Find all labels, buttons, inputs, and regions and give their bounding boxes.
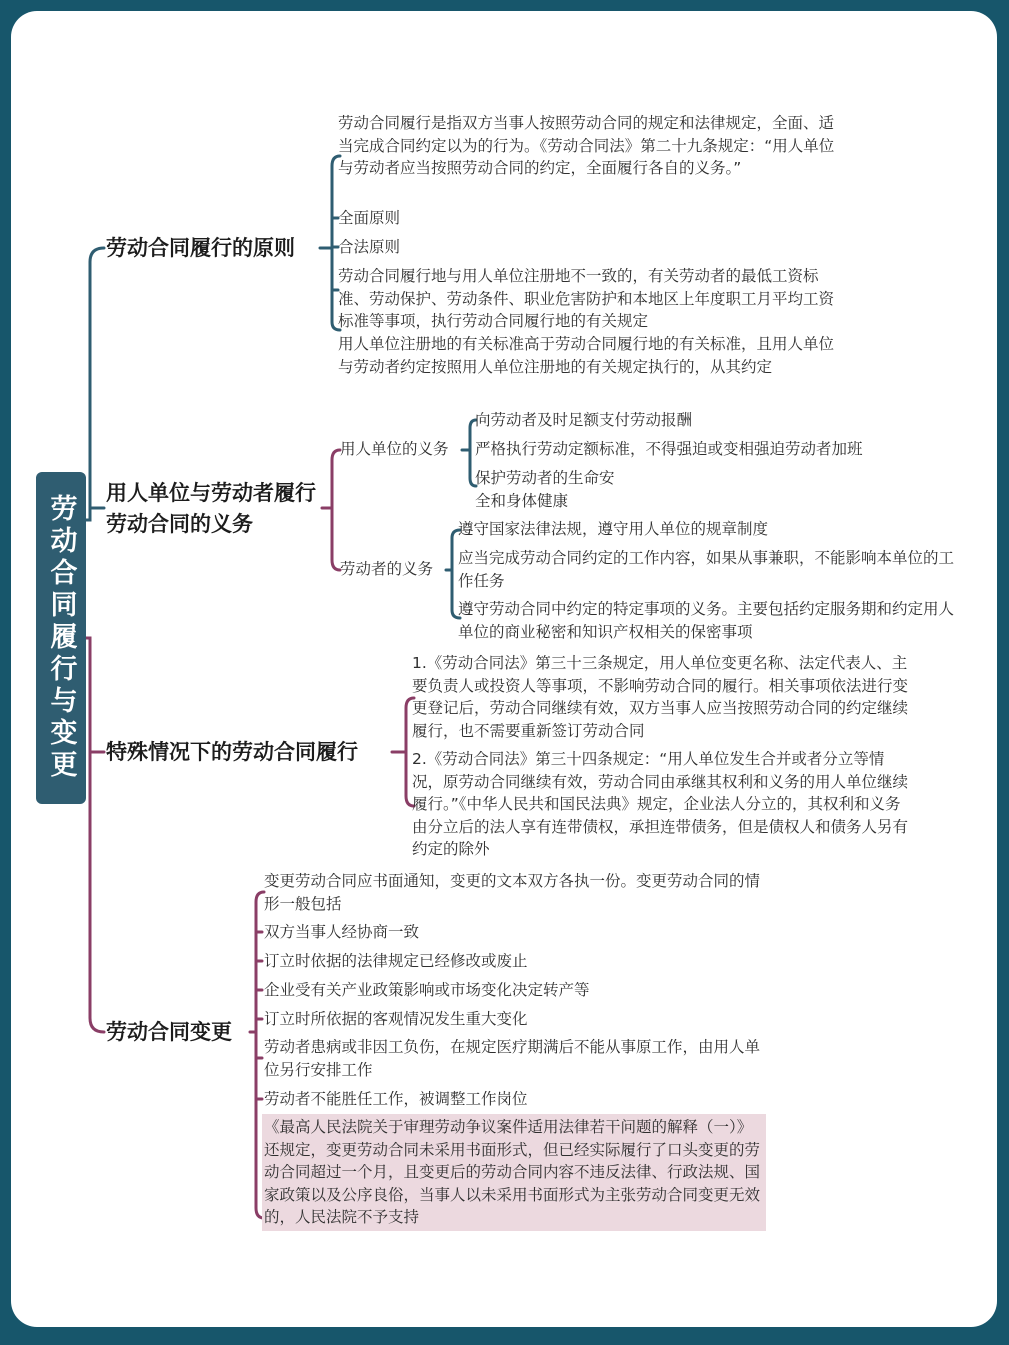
- branch-principles: 劳动合同履行的原则: [106, 236, 295, 260]
- change-item: 双方当事人经协商一致: [264, 923, 420, 941]
- trunk-lower: [86, 638, 104, 1032]
- worker-duty-label: 劳动者的义务: [340, 560, 434, 578]
- bracket-duties: [322, 450, 340, 570]
- worker-duty-item: 遵守国家法律法规，遵守用人单位的规章制度: [458, 520, 769, 538]
- change-item: 变更劳动合同应书面通知，变更的文本双方各执一份。变更劳动合同的情形一般包括: [264, 872, 761, 913]
- bracket-principles: [320, 156, 340, 330]
- principles-legal: 合法原则: [338, 238, 401, 256]
- change-item: 企业受有关产业政策影响或市场变化决定转产等: [264, 981, 590, 999]
- change-item: 订立时依据的法律规定已经修改或废止: [264, 952, 528, 970]
- root-title: 劳动合同履行与变更: [36, 472, 86, 804]
- change-item: 订立时所依据的客观情况发生重大变化: [264, 1010, 528, 1028]
- special-item: 1.《劳动合同法》第三十三条规定，用人单位变更名称、法定代表人、主要负责人或投资人等事项，不影响劳动合同的履行。相关事项依法进行变更登记后，劳动合同继续有效，双方当事人应当按照劳动合同的约定继续履行，也不需要重新签订劳动合同: [412, 654, 909, 740]
- branch-change: 劳动合同变更: [106, 1020, 232, 1044]
- principles-definition: 劳动合同履行是指双方当事人按照劳动合同的规定和法律规定，全面、适当完成合同约定以为的行为。《劳动合同法》第二十九条规定：“用人单位与劳动者应当按照劳动合同的约定，全面履行各自的义务。”: [338, 114, 835, 177]
- employer-duty-item: 保护劳动者的生命安全和身体健康: [475, 469, 615, 510]
- change-item: 劳动者患病或非因工负伤，在规定医疗期满后不能从事原工作，由用人单位另行安排工作: [264, 1038, 761, 1079]
- branch-duties: 用人单位与劳动者履行劳动合同的义务: [106, 481, 316, 536]
- trunk-mid: [90, 508, 104, 520]
- principles-reg-rule: 用人单位注册地的有关标准高于劳动合同履行地的有关标准，且用人单位与劳动者约定按照用人单位注册地的有关规定执行的，从其约定: [338, 335, 835, 376]
- principles-place-rule: 劳动合同履行地与用人单位注册地不一致的，有关劳动者的最低工资标准、劳动保护、劳动条件、职业危害防护和本地区上年度职工月平均工资标准等事项，执行劳动合同履行地的有关规定: [338, 267, 835, 330]
- branch-special: 特殊情况下的劳动合同履行: [106, 740, 358, 764]
- change-item: 劳动者不能胜任工作，被调整工作岗位: [264, 1090, 528, 1108]
- worker-duty-item: 遵守劳动合同中约定的特定事项的义务。主要包括约定服务期和约定用人单位的商业秘密和知识产权相关的保密事项: [458, 600, 955, 641]
- change-note-highlight: 《最高人民法院关于审理劳动争议案件适用法律若干问题的解释（一）》还规定，变更劳动合同未采用书面形式，但已经实际履行了口头变更的劳动合同超过一个月，且变更后的劳动合同内容不违反法律、行政法规、国家政策以及公序良俗，当事人以未采用书面形式为主张劳动合同变更无效的，人民法院不予支持: [262, 1114, 766, 1231]
- worker-duty-item: 应当完成劳动合同约定的工作内容，如果从事兼职，不能影响本单位的工作任务: [458, 549, 955, 590]
- employer-duty-item: 向劳动者及时足额支付劳动报酬: [475, 411, 693, 429]
- trunk-upper: [86, 248, 104, 520]
- principles-full: 全面原则: [338, 209, 401, 227]
- employer-duty-item: 严格执行劳动定额标准，不得强迫或变相强迫劳动者加班: [475, 440, 863, 458]
- employer-duty-label: 用人单位的义务: [340, 440, 449, 458]
- special-item: 2.《劳动合同法》第三十四条规定：“用人单位发生合并或者分立等情况，原劳动合同继续有效，劳动合同由承继其权利和义务的用人单位继续履行。”《中华人民共和国民法典》规定，企业法人分立的，其权利和义务由分立后的法人享有连带债权，承担连带债务，但是债权人和债务人另有约定的除外: [412, 750, 909, 858]
